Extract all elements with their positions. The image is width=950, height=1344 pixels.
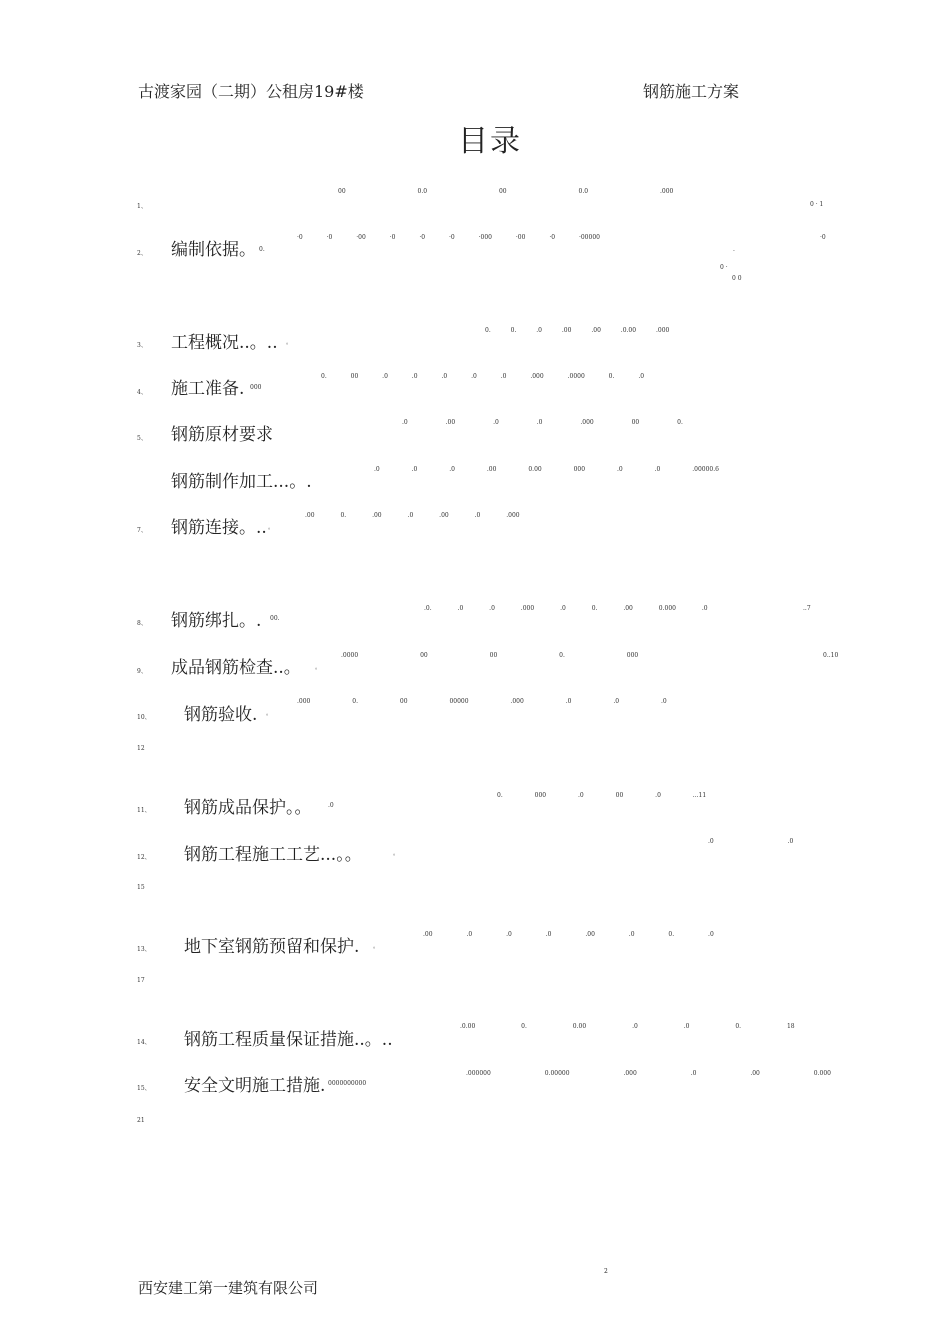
toc-leader: .00 .0 .0 .0 .00 .0 0. .0 (423, 931, 714, 938)
toc-tail: 0000000000 (328, 1080, 367, 1087)
toc-tail: .0 (328, 802, 334, 809)
toc-page: ·0 (820, 234, 826, 241)
toc-number: 15、 (137, 1085, 151, 1092)
page-number: 2 (604, 1268, 608, 1275)
toc-leader: .0. .0 .0 .000 .0 0. .00 0.000 .0 (424, 605, 708, 612)
page-ref: 12 (137, 745, 145, 752)
toc-number: 3、 (137, 342, 147, 349)
toc-entry-text: 钢筋验收. (184, 705, 258, 725)
toc-number: 8、 (137, 620, 147, 627)
footer-company: 西安建工第一建筑有限公司 (138, 1279, 319, 1297)
toc-leader: .0 .0 (708, 838, 794, 845)
toc-tail: 0. (259, 246, 265, 253)
toc-leader: .000000 0.00000 .000 .0 .00 0.000 (466, 1070, 831, 1077)
toc-number: 2、 (137, 250, 147, 257)
toc-tail: 。 (266, 710, 273, 717)
toc-page: 0 · 1 (810, 201, 824, 208)
toc-entry-text: 钢筋工程质量保证措施..。.. (184, 1030, 393, 1050)
toc-number: 7、 (137, 527, 147, 534)
toc-entry-text: 钢筋原材要求 (171, 425, 273, 445)
stray-mark: . (733, 246, 735, 253)
toc-leader: 0. 0. .0 .00 .00 .0.00 .000 (485, 327, 670, 334)
page-ref: 17 (137, 977, 145, 984)
toc-number: 11、 (137, 807, 151, 814)
toc-entry-text: 钢筋制作加工...。. (171, 472, 312, 492)
toc-tail: 。 (315, 664, 322, 671)
toc-leader: ·0 ·0 ·00 ·0 ·0 ·0 ·000 ·00 ·0 ·00000 (297, 234, 600, 241)
toc-tail: 00. (270, 615, 280, 622)
toc-tail: 。 (373, 943, 380, 950)
header-left: 古渡家园（二期）公租房19#楼 (138, 82, 364, 101)
toc-tail: 000 (250, 384, 262, 391)
toc-leader: .0 .00 .0 .0 .000 00 0. (402, 419, 683, 426)
toc-page: ..7 (803, 605, 811, 612)
stray-mark: 0 · (720, 264, 728, 271)
toc-leader: .0 .0 .0 .00 0.00 000 .0 .0 .00000.6 (374, 466, 719, 473)
toc-entry-text: 工程概况..。.. (171, 333, 278, 353)
toc-entry-text: 钢筋连接。.. (171, 518, 267, 538)
toc-number: 13、 (137, 946, 151, 953)
header-right: 钢筋施工方案 (643, 82, 740, 101)
toc-tail: 。 (268, 524, 275, 531)
toc-tail: 。 (393, 850, 400, 857)
toc-number: 4、 (137, 389, 147, 396)
page-ref: 15 (137, 884, 145, 891)
stray-mark: 0 0 (732, 275, 742, 282)
toc-number: 10、 (137, 714, 151, 721)
toc-tail: 。 (286, 339, 293, 346)
toc-number: 5、 (137, 435, 147, 442)
toc-leader: .00 0. .00 .0 .00 .0 .000 (305, 512, 520, 519)
toc-number: 12、 (137, 854, 151, 861)
toc-leader: .000 0. 00 00000 .000 .0 .0 .0 (297, 698, 667, 705)
toc-entry-text: 钢筋绑扎。. (171, 611, 262, 631)
toc-number: 1、 (137, 203, 147, 210)
toc-entry-text: 地下室钢筋预留和保护. (184, 937, 360, 957)
toc-leader: .0000 00 00 0. 000 (341, 652, 639, 659)
page-ref: 21 (137, 1117, 145, 1124)
toc-entry-text: 钢筋工程施工工艺...。。 (184, 845, 362, 865)
toc-entry-text: 编制依据。 (171, 240, 256, 260)
toc-number: 9、 (137, 668, 147, 675)
toc-leader: 0. 00 .0 .0 .0 .0 .0 .000 .0000 0. .0 (321, 373, 645, 380)
toc-page: 0..10 (823, 652, 839, 659)
toc-entry-text: 钢筋成品保护。。 (184, 798, 312, 818)
page-title: 目录 (458, 124, 522, 159)
toc-entry-text: 安全文明施工措施. (184, 1076, 326, 1096)
toc-number: 14、 (137, 1039, 151, 1046)
toc-entry-text: 施工准备. (171, 379, 245, 399)
toc-entry-text: 成品钢筋检查..。 (171, 658, 301, 678)
toc-leader: 00 0.0 00 0.0 .000 (338, 188, 674, 195)
toc-leader: .0.00 0. 0.00 .0 .0 0. 18 (460, 1023, 795, 1030)
toc-leader: 0. 000 .0 00 .0 ...11 (497, 792, 707, 799)
